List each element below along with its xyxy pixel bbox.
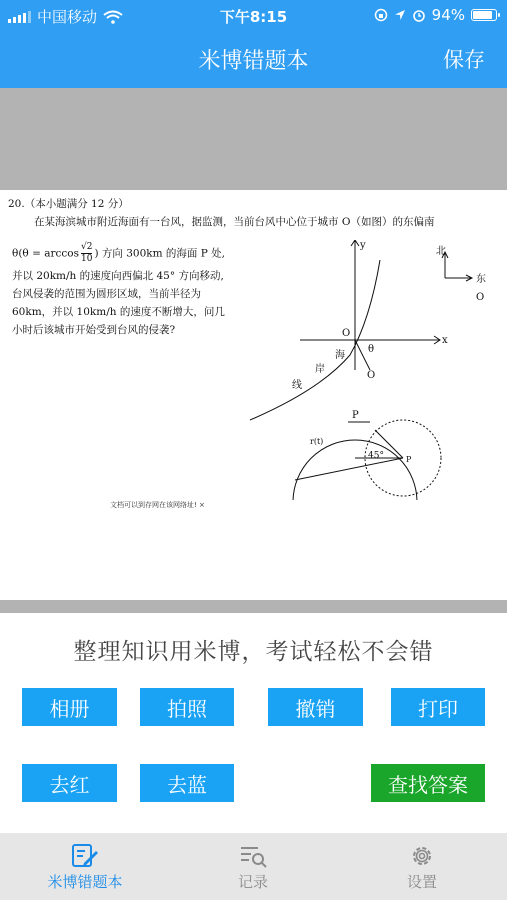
battery-icon bbox=[471, 9, 497, 21]
records-search-icon bbox=[238, 843, 268, 869]
label-o3: O bbox=[476, 292, 485, 303]
tool-panel bbox=[0, 613, 507, 833]
label-p: P bbox=[406, 455, 412, 464]
save-button[interactable]: 保存 bbox=[443, 48, 485, 72]
tab-notebook-label: 米博错题本 bbox=[47, 873, 123, 891]
question-photo[interactable] bbox=[0, 190, 507, 600]
question-line-5: 60km，并以 10km/h 的速度不断增大，问几 bbox=[12, 306, 225, 318]
carrier-label: 中国移动 bbox=[37, 8, 98, 26]
label-origin: O bbox=[342, 328, 351, 339]
tab-records[interactable] bbox=[193, 843, 313, 892]
status-right bbox=[374, 6, 497, 24]
find-answer-button[interactable]: 查找答案 bbox=[371, 764, 485, 802]
question-line-6: 小时后该城市开始受到台风的侵袭? bbox=[12, 324, 176, 336]
typhoon-diagram bbox=[240, 240, 500, 500]
fraction-numerator: √2 bbox=[80, 242, 93, 252]
label-coast-b: 岸 bbox=[315, 364, 325, 375]
print-button[interactable]: 打印 bbox=[391, 688, 485, 726]
label-p-top: P bbox=[352, 410, 359, 421]
question-line-3: 并以 20km/h 的速度向西偏北 45° 方向移动, bbox=[12, 270, 224, 282]
label-y: y bbox=[360, 240, 366, 251]
tab-bar bbox=[0, 833, 507, 900]
slogan: 整理知识用米博，考试轻松不会错 bbox=[73, 639, 434, 665]
battery-percent: 94% bbox=[431, 6, 465, 24]
undo-button[interactable]: 撤销 bbox=[268, 688, 363, 726]
tab-notebook[interactable] bbox=[25, 843, 145, 892]
fraction-denominator: 10 bbox=[80, 254, 93, 264]
typhoon-circle-large bbox=[293, 440, 417, 500]
page-title: 米博错题本 bbox=[198, 49, 309, 74]
label-o2: O bbox=[367, 370, 376, 381]
question-line-2-pre: θ(θ = arccos bbox=[12, 247, 79, 260]
battery-fill bbox=[473, 11, 492, 19]
label-angle: 45° bbox=[368, 451, 384, 461]
album-button[interactable]: 相册 bbox=[22, 688, 117, 726]
location-icon bbox=[394, 9, 406, 21]
label-rt: r(t) bbox=[310, 437, 324, 446]
rotation-lock-icon bbox=[374, 8, 388, 22]
label-x: x bbox=[442, 335, 448, 346]
label-theta: θ bbox=[368, 344, 375, 355]
question-line-2 bbox=[12, 242, 225, 265]
alarm-icon bbox=[412, 8, 426, 22]
label-coast-a: 海 bbox=[335, 350, 345, 361]
tab-settings-label: 设置 bbox=[406, 873, 437, 891]
gear-icon bbox=[407, 843, 437, 869]
rt-line bbox=[295, 458, 403, 480]
label-coast-c: 线 bbox=[292, 380, 302, 391]
status-bar bbox=[0, 0, 507, 30]
label-north: 北 bbox=[436, 246, 446, 257]
photo-button[interactable]: 拍照 bbox=[140, 688, 234, 726]
question-line-2-post: ) 方向 300km 的海面 P 处, bbox=[94, 247, 225, 260]
watermark-note: 文档可以到存网在该网络址! × bbox=[110, 501, 205, 509]
remove-red-button[interactable]: 去红 bbox=[22, 764, 117, 802]
status-time: 下午8:15 bbox=[219, 8, 288, 26]
question-line-1: 在某海滨城市附近海面有一台风，据监测，当前台风中心位于城市 O（如图）的东偏南 bbox=[34, 216, 435, 228]
nav-bar bbox=[0, 30, 507, 88]
image-preview-area bbox=[0, 88, 507, 613]
remove-blue-button[interactable]: 去蓝 bbox=[140, 764, 234, 802]
question-line-4: 台风侵袭的范围为圆形区域，当前半径为 bbox=[12, 288, 201, 300]
label-east: 东 bbox=[476, 274, 486, 285]
notebook-edit-icon bbox=[70, 843, 100, 869]
tab-records-label: 记录 bbox=[237, 873, 268, 891]
tab-settings[interactable] bbox=[362, 843, 482, 892]
question-heading: 20.（本小题满分 12 分） bbox=[8, 198, 129, 210]
